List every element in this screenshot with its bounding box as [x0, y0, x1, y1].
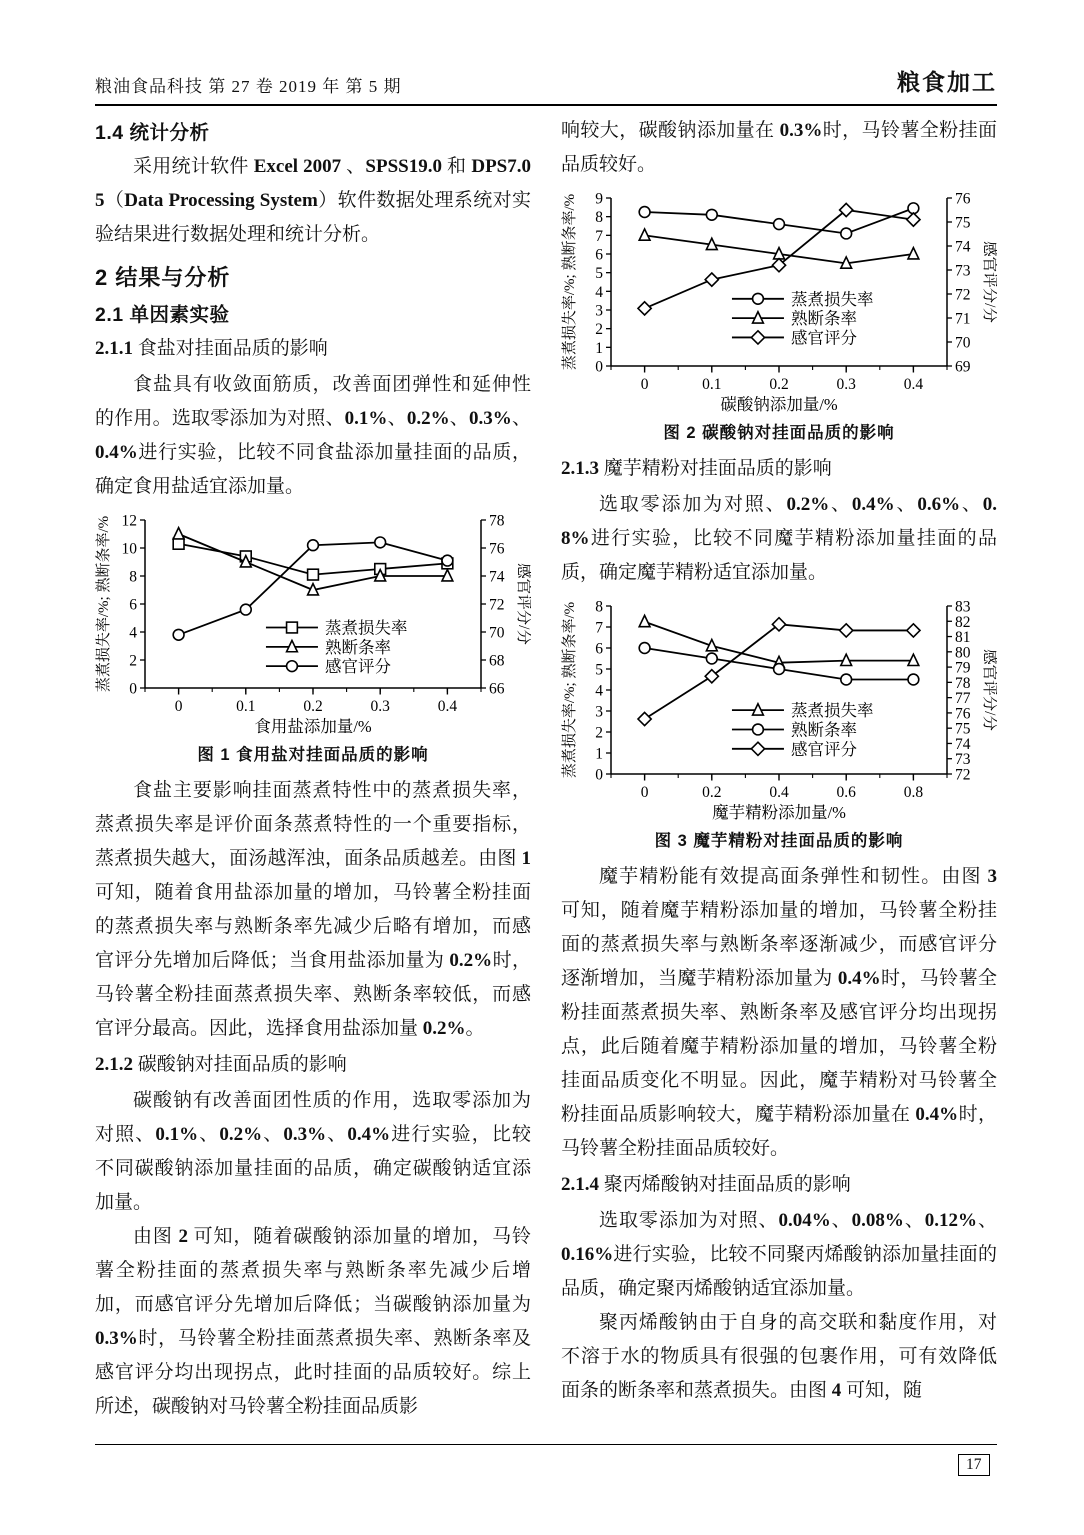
paragraph-soda-continued: 响较大，碳酸钠添加量在 0.3%时，马铃薯全粉挂面品质较好。 [561, 120, 997, 175]
paragraph-salt-analysis: 食盐主要影响挂面蒸煮特性中的蒸煮损失率，蒸煮损失率是评价面条蒸煮特性的一个重要指标，蒸煮损失越大，面汤越浑浊，面条品质越差。由图 1 可知，随着食用盐添加量的增加，马铃薯全粉挂面的蒸煮损失率与熟断条率先减少后略有增加，而感官评分先增加后降低；当食用盐添加量为 0.2%时，马铃薯全粉挂面蒸煮损失率、熟断条率较低，而感官评分最高。因此，选择食用盐添加量 0.2%。 [95, 780, 531, 1039]
figure-1 [95, 508, 531, 766]
svg-text:68: 68 [489, 652, 505, 670]
svg-text:2: 2 [595, 724, 603, 742]
paragraph-konjac-analysis: 魔芋精粉能有效提高面条弹性和韧性。由图 3 可知，随着魔芋精粉添加量的增加，马铃薯全粉挂面的蒸煮损失率与熟断条率逐渐减少，而感官评分逐渐增加，当魔芋精粉添加量为 0.4%时，马铃薯全粉挂面蒸煮损失率、熟断条率及感官评分均出现拐点，此后随着魔芋精粉添加量的增加，马铃薯全粉挂面品质变化不明显。因此，魔芋精粉对马铃薯全粉挂面品质影响较大，魔芋精粉添加量在 0.4%时，马铃薯全粉挂面品质较好。 [561, 866, 997, 1159]
svg-text:6: 6 [129, 596, 137, 614]
right-column [561, 114, 997, 1424]
svg-text:80: 80 [955, 644, 971, 662]
svg-text:熟断条率: 熟断条率 [790, 309, 857, 329]
svg-text:5: 5 [595, 661, 603, 679]
svg-text:蒸煮损失率: 蒸煮损失率 [324, 618, 408, 638]
svg-text:7: 7 [595, 227, 603, 245]
paragraph-paas-body: 聚丙烯酸钠由于自身的高交联和黏度作用，对不溶于水的物质具有很强的包裹作用，可有效降低面条的断条率和蒸煮损失。由图 4 可知，随 [561, 1312, 997, 1401]
svg-text:2: 2 [595, 321, 603, 339]
heading-2-1-2: 2.1.2 碳酸钠对挂面品质的影响 [95, 1054, 347, 1075]
svg-text:0: 0 [640, 376, 649, 393]
svg-text:0: 0 [640, 784, 649, 801]
svg-text:6: 6 [595, 246, 603, 264]
svg-text:魔芋精粉添加量/%: 魔芋精粉添加量/% [712, 803, 846, 822]
svg-text:0: 0 [595, 358, 603, 376]
svg-text:碳酸钠添加量/%: 碳酸钠添加量/% [720, 395, 838, 414]
svg-text:72: 72 [955, 286, 971, 304]
svg-text:蒸煮损失率/%; 熟断条率/%: 蒸煮损失率/%; 熟断条率/% [96, 515, 112, 693]
svg-text:72: 72 [489, 596, 505, 614]
svg-text:66: 66 [489, 680, 505, 698]
svg-text:74: 74 [955, 238, 971, 256]
svg-text:感官评分/分: 感官评分/分 [981, 241, 997, 323]
paragraph-statistics: 采用统计软件 Excel 2007 、SPSS19.0 和 DPS7.05（Data Processing System）软件数据处理系统对实验结果进行数据处理和统计分析。 [95, 156, 531, 245]
svg-text:蒸煮损失率: 蒸煮损失率 [790, 289, 874, 309]
footer-rule [95, 1444, 997, 1445]
svg-text:4: 4 [129, 624, 137, 642]
svg-text:9: 9 [595, 190, 603, 208]
journal-info: 粮油食品科技 第 27 卷 2019 年 第 5 期 [95, 77, 402, 96]
paragraph-konjac-intro: 选取零添加为对照、0.2%、0.4%、0.6%、0.8%进行实验，比较不同魔芋精粉添加量挂面的品质，确定魔芋精粉适宜添加量。 [561, 494, 997, 583]
two-column-body [95, 114, 997, 1424]
svg-text:73: 73 [955, 751, 971, 769]
svg-text:8: 8 [595, 598, 603, 616]
figure-3 [561, 594, 997, 852]
svg-text:0: 0 [595, 766, 603, 784]
svg-text:75: 75 [955, 214, 971, 232]
svg-text:10: 10 [121, 540, 137, 558]
svg-text:8: 8 [595, 209, 603, 227]
svg-text:4: 4 [595, 283, 603, 301]
svg-text:0.3: 0.3 [836, 376, 856, 393]
svg-text:感官评分: 感官评分 [324, 657, 391, 677]
svg-text:0.2: 0.2 [702, 784, 722, 801]
svg-text:77: 77 [955, 690, 971, 708]
figure-1-chart [95, 508, 531, 742]
svg-text:蒸煮损失率: 蒸煮损失率 [790, 701, 874, 721]
svg-text:8: 8 [129, 568, 137, 586]
svg-text:0.2: 0.2 [303, 698, 323, 715]
figure-2-chart [561, 186, 997, 420]
svg-text:75: 75 [955, 720, 971, 738]
svg-text:82: 82 [955, 613, 971, 631]
svg-text:71: 71 [955, 310, 971, 328]
svg-text:0.4: 0.4 [769, 784, 789, 801]
svg-text:1: 1 [595, 745, 603, 763]
svg-text:熟断条率: 熟断条率 [324, 637, 391, 657]
figure-2 [561, 186, 997, 444]
svg-text:0.2: 0.2 [769, 376, 789, 393]
svg-text:0.1: 0.1 [236, 698, 256, 715]
svg-text:81: 81 [955, 629, 971, 647]
paragraph-soda-intro: 碳酸钠有改善面团性质的作用，选取零添加为对照、0.1%、0.2%、0.3%、0.4%进行实验，比较不同碳酸钠添加量挂面的品质，确定碳酸钠适宜添加量。 [95, 1090, 531, 1213]
svg-text:76: 76 [955, 190, 971, 208]
svg-text:蒸煮损失率/%; 熟断条率/%: 蒸煮损失率/%; 熟断条率/% [562, 601, 578, 779]
svg-text:69: 69 [955, 358, 971, 376]
svg-text:78: 78 [489, 512, 505, 530]
svg-text:78: 78 [955, 674, 971, 692]
svg-text:0.1: 0.1 [702, 376, 722, 393]
paragraph-soda-analysis: 由图 2 可知，随着碳酸钠添加量的增加，马铃薯全粉挂面的蒸煮损失率与熟断条率先减少后增加，而感官评分先增加后降低；当碳酸钠添加量为 0.3%时，马铃薯全粉挂面蒸煮损失率、熟断条率及感官评分均出现拐点，此时挂面的品质较好。综上所述，碳酸钠对马铃薯全粉挂面品质影 [95, 1226, 531, 1417]
svg-text:2: 2 [129, 652, 137, 670]
page-header [95, 64, 997, 106]
svg-text:76: 76 [489, 540, 505, 558]
svg-text:蒸煮损失率/%; 熟断条率/%: 蒸煮损失率/%; 熟断条率/% [562, 193, 578, 371]
svg-text:0: 0 [174, 698, 183, 715]
heading-2-1-4: 2.1.4 聚丙烯酸钠对挂面品质的影响 [561, 1174, 851, 1195]
svg-text:感官评分: 感官评分 [790, 328, 857, 348]
svg-text:70: 70 [955, 334, 971, 352]
figure-3-chart [561, 594, 997, 828]
heading-2: 2 结果与分析 [95, 265, 231, 290]
svg-text:感官评分/分: 感官评分/分 [981, 649, 997, 731]
left-column [95, 114, 531, 1424]
svg-text:感官评分: 感官评分 [790, 739, 857, 759]
svg-text:感官评分/分: 感官评分/分 [515, 563, 531, 645]
section-label: 粮食加工 [897, 69, 997, 95]
svg-text:3: 3 [595, 302, 603, 320]
svg-text:0.8: 0.8 [903, 784, 924, 801]
svg-text:7: 7 [595, 619, 603, 637]
figure-2-caption: 图 2 碳酸钠对挂面品质的影响 [663, 424, 895, 442]
page-number: 17 [958, 1454, 990, 1476]
svg-text:熟断条率: 熟断条率 [790, 720, 857, 740]
svg-text:79: 79 [955, 659, 971, 677]
svg-text:6: 6 [595, 640, 603, 658]
svg-text:70: 70 [489, 624, 505, 642]
svg-text:4: 4 [595, 682, 603, 700]
paragraph-salt-intro: 食盐具有收敛面筋质，改善面团弹性和延伸性的作用。选取零添加为对照、0.1%、0.2%、0.3%、0.4%进行实验，比较不同食盐添加量挂面的品质，确定食用盐适宜添加量。 [95, 374, 531, 497]
svg-text:74: 74 [489, 568, 505, 586]
svg-text:0: 0 [129, 680, 137, 698]
svg-text:5: 5 [595, 265, 603, 283]
figure-3-caption: 图 3 魔芋精粉对挂面品质的影响 [654, 832, 904, 850]
heading-2-1: 2.1 单因素实验 [95, 304, 230, 326]
heading-1-4: 1.4 统计分析 [95, 122, 210, 144]
svg-text:0.3: 0.3 [370, 698, 390, 715]
heading-2-1-3: 2.1.3 魔芋精粉对挂面品质的影响 [561, 458, 832, 479]
svg-text:食用盐添加量/%: 食用盐添加量/% [254, 717, 372, 736]
svg-text:83: 83 [955, 598, 971, 616]
paragraph-paas-intro: 选取零添加为对照、0.04%、0.08%、0.12%、0.16%进行实验，比较不同聚丙烯酸钠添加量挂面的品质，确定聚丙烯酸钠适宜添加量。 [561, 1210, 997, 1299]
svg-text:76: 76 [955, 705, 971, 723]
svg-text:12: 12 [121, 512, 137, 530]
svg-text:74: 74 [955, 735, 971, 753]
svg-text:1: 1 [595, 339, 603, 357]
svg-text:3: 3 [595, 703, 603, 721]
svg-text:73: 73 [955, 262, 971, 280]
figure-1-caption: 图 1 食用盐对挂面品质的影响 [197, 746, 429, 764]
svg-text:0.6: 0.6 [836, 784, 856, 801]
svg-text:0.4: 0.4 [437, 698, 458, 715]
heading-2-1-1: 2.1.1 食盐对挂面品质的影响 [95, 338, 328, 359]
svg-text:0.4: 0.4 [903, 376, 924, 393]
svg-text:72: 72 [955, 766, 971, 784]
